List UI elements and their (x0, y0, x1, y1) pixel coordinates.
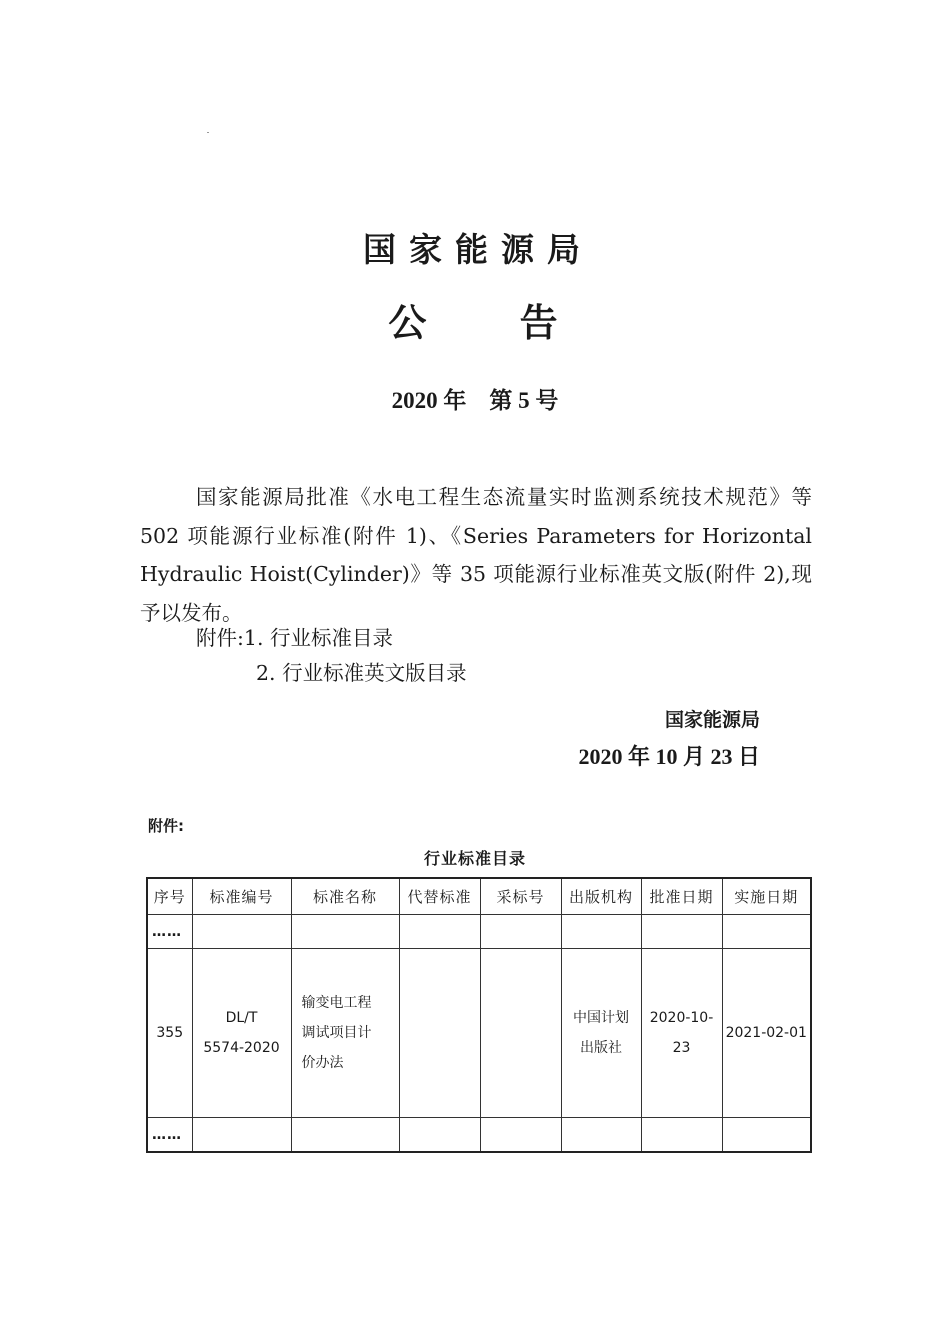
attachment-list-item-2: 2. 行业标准英文版目录 (256, 661, 467, 685)
table-header-row (147, 878, 811, 915)
announcement-body (140, 478, 812, 632)
col-header-publisher: 出版机构 (561, 878, 641, 915)
cell-effective-date: 2021-02-01 (722, 949, 811, 1118)
signature-org: 国家能源局 (664, 709, 760, 731)
attachment-list-item-1: 附件:1. 行业标准目录 (196, 626, 393, 650)
ellipsis-cell: …… (147, 915, 192, 949)
cell-seq: 355 (147, 949, 192, 1118)
issuer-title: 国家能源局 (363, 230, 593, 269)
cell-replaces (399, 949, 480, 1118)
cell-name (291, 949, 399, 1118)
table-row (147, 949, 811, 1118)
col-header-seq: 序号 (147, 878, 192, 915)
cell-name-line2: 调试项目计 (301, 1025, 372, 1041)
cell-code (192, 949, 291, 1118)
attachment-label: 附件: (148, 817, 184, 835)
cell-name-line3: 价办法 (301, 1055, 344, 1071)
col-header-name: 标准名称 (291, 878, 399, 915)
cell-adopted (480, 949, 561, 1118)
col-header-replaces: 代替标准 (399, 878, 480, 915)
cell-code-line2: 5574-2020 (203, 1040, 280, 1056)
col-header-effective-date: 实施日期 (722, 878, 811, 915)
issue-number: 2020 年 第 5 号 (391, 388, 559, 413)
cell-code-line1: DL/T (225, 1010, 258, 1026)
standards-table (146, 877, 812, 1153)
cell-approval-date: 2020-10-23 (641, 949, 722, 1118)
signature-date: 2020 年 10 月 23 日 (578, 744, 760, 769)
col-header-approval-date: 批准日期 (641, 878, 722, 915)
ellipsis-cell: …… (147, 1118, 192, 1153)
table-title: 行业标准目录 (423, 849, 526, 868)
table-row-ellipsis-top (147, 915, 811, 949)
cell-publisher-line1: 中国计划 (573, 1010, 629, 1026)
col-header-code: 标准编号 (192, 878, 291, 915)
table-row-ellipsis-bottom (147, 1118, 811, 1153)
document-type-title: 公 告 (388, 301, 598, 345)
cell-publisher (561, 949, 641, 1118)
announcement-paragraph: 国家能源局批准《水电工程生态流量实时监测系统技术规范》等 502 项能源行业标准(附件 1)、《Series Parameters for Horizontal Hydraulic Hoist(Cylinder)》等 35 项能源行业标准英文版(附件 2),现予以发布。 (140, 485, 812, 625)
cell-name-line1: 输变电工程 (301, 995, 372, 1011)
cell-publisher-line2: 出版社 (580, 1040, 622, 1056)
col-header-adopted: 采标号 (480, 878, 561, 915)
scan-speck (207, 132, 209, 133)
